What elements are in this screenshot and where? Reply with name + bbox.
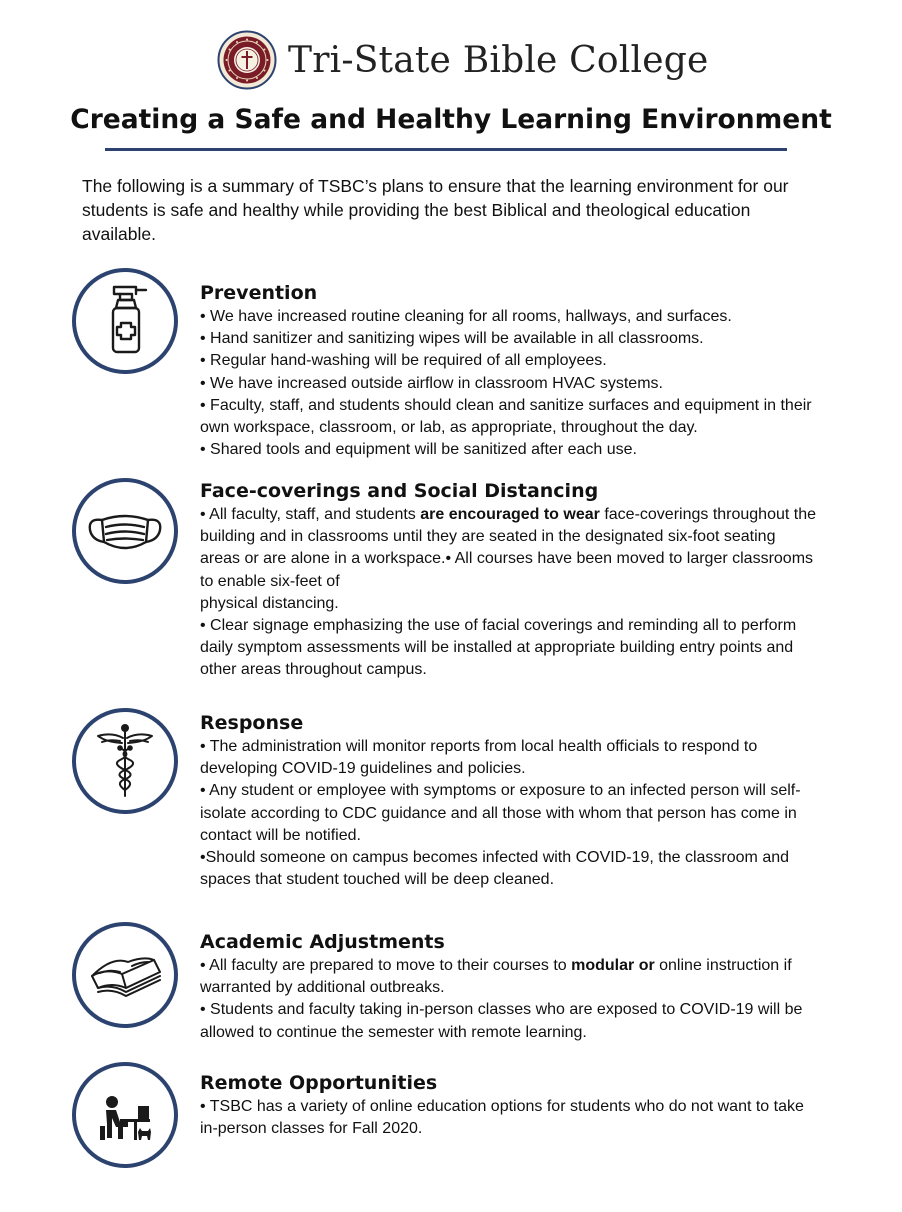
college-seal-icon [217, 30, 277, 90]
college-name: Tri-State Bible College [288, 40, 709, 81]
page-title: Creating a Safe and Healthy Learning Environment [70, 104, 832, 135]
bullet-item: • Any student or employee with symptoms or exposure to an infected person will self-isolate according to CDC guidance and all those with whom that person has come in contact will be notified. [200, 782, 801, 844]
bullet-item: • We have increased routine cleaning for all rooms, hallways, and surfaces. [200, 308, 732, 325]
title-divider [105, 148, 787, 151]
academic-icon-circle [72, 922, 178, 1028]
bullet-item: •Should someone on campus becomes infected with COVID-19, the classroom and spaces that student touched will be deep cleaned. [200, 849, 790, 889]
remote-bullets [200, 1096, 818, 1140]
face-coverings-body [200, 478, 818, 682]
intro-paragraph: The following is a summary of TSBC’s plans to ensure that the learning environment for our students is safe and healthy while providing the best Biblical and theological education available. [82, 176, 789, 244]
caduceus-icon [76, 712, 174, 810]
remote-heading: Remote Opportunities [200, 1072, 438, 1094]
bullet-item: • Faculty, staff, and students should clean and sanitize surfaces and equipment in their own workspace, classroom, or lab, as appropriate, throughout the day. [200, 396, 812, 437]
bullet-item: • All faculty are prepared to move to their courses to modular or online instruction if warranted by additional outbreaks. [200, 957, 792, 997]
response-body [200, 710, 818, 891]
bullet-item: • All faculty, staff, and students are encouraged to wear face-coverings throughout the building and in classrooms until they are seated in the designated six-foot seating areas or are alone in a workspace.• All courses have been moved to larger classrooms to enable six-feet of [200, 506, 817, 590]
bullet-item: • The administration will monitor reports from local health officials to respond to developing COVID-19 guidelines and policies. [200, 738, 758, 778]
hand-sanitizer-icon [76, 272, 174, 370]
header [0, 26, 902, 90]
prevention-icon-circle [72, 268, 178, 374]
prevention-bullets [200, 306, 818, 461]
bullet-item: • Regular hand-washing will be required of all employees. [200, 352, 607, 370]
bullet-item: • Clear signage emphasizing the use of facial coverings and reminding all to perform daily symptom assessments will be installed at appropriate building entry points and other areas throughout campus. [200, 617, 797, 679]
academic-bullets [200, 955, 818, 1044]
academic-body [200, 929, 818, 1044]
bullet-item: • Hand sanitizer and sanitizing wipes will be available in all classrooms. [200, 330, 704, 348]
response-icon-circle [72, 708, 178, 814]
face-mask-icon [76, 482, 174, 580]
remote-icon-circle [72, 1062, 178, 1168]
prevention-heading: Prevention [200, 282, 318, 304]
bullet-item: physical distancing. [200, 594, 339, 612]
face-coverings-heading: Face-coverings and Social Distancing [200, 480, 599, 502]
remote-body [200, 1070, 818, 1140]
academic-heading: Academic Adjustments [200, 931, 445, 953]
response-heading: Response [200, 712, 304, 734]
bullet-item: • Shared tools and equipment will be sanitized after each use. [200, 441, 637, 459]
remote-learner-icon [76, 1066, 174, 1164]
open-book-icon [76, 926, 174, 1024]
bullet-item: • Students and faculty taking in-person classes who are exposed to COVID-19 will be allowed to continue the semester with remote learning. [200, 1001, 803, 1041]
bullet-item: • We have increased outside airflow in classroom HVAC systems. [200, 374, 663, 392]
response-bullets [200, 736, 818, 891]
face-coverings-bullets [200, 504, 818, 682]
face-coverings-icon-circle [72, 478, 178, 584]
bullet-item: • TSBC has a variety of online education options for students who do not want to take in-person classes for Fall 2020. [200, 1098, 804, 1138]
prevention-body [200, 280, 818, 461]
